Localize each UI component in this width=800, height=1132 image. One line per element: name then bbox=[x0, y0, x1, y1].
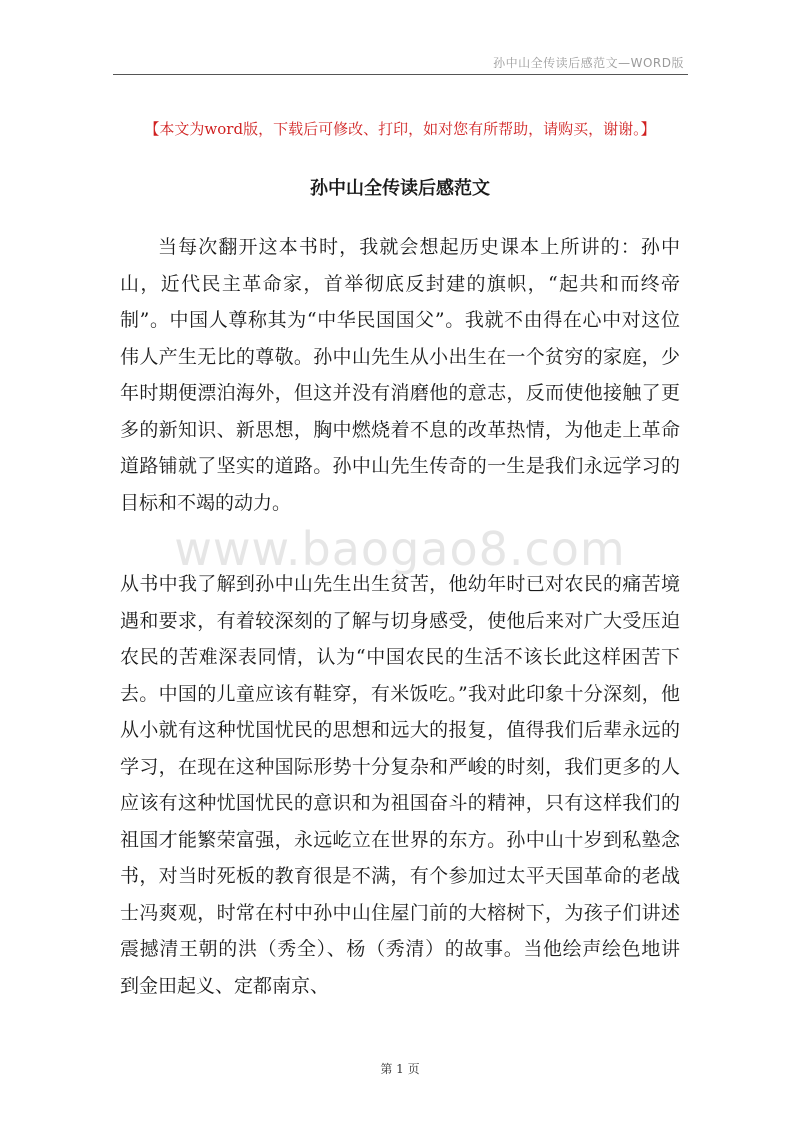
document-title: 孙中山全传读后感范文 bbox=[310, 178, 490, 199]
paragraph-2: 从书中我了解到孙中山先生出生贫苦，他幼年时已对农民的痛苦境遇和要求，有着较深刻的了解与切身感受，使他后来对广大受压迫农民的苦难深表同情，认为“中国农民的生活不该长此这样困苦下去。中国的儿童应该有鞋穿，有米饭吃。”我对此印象十分深刻，他从小就有这种忧国忧民的思想和远大的报复，值得我们后辈永远的学习，在现在这种国际形势十分复杂和严峻的时刻，我们更多的人应该有这种忧国忧民的意识和为祖国奋斗的精神，只有这样我们的祖国才能繁荣富强，永远屹立在世界的东方。孙中山十岁到私塾念书，对当时死板的教育很是不满，有个参加过太平天国革命的老战士冯爽观，时常在村中孙中山住屋门前的大榕树下，为孩子们讲述震撼清王朝的洪（秀全）、杨（秀清）的故事。当他绘声绘色地讲到金田起义、定都南京、 bbox=[120, 573, 680, 997]
header-divider bbox=[113, 74, 688, 75]
watermark: www.baogao8.com bbox=[174, 522, 626, 576]
paragraph-1: 当每次翻开这本书时，我就会想起历史课本上所讲的：孙中山，近代民主革命家，首举彻底反封建的旗帜，“起共和而终帝制”。中国人尊称其为“中华民国国父”。我就不由得在心中对这位伟人产生无比的尊敬。孙中山先生从小出生在一个贫穷的家庭，少年时期便漂泊海外，但这并没有消磨他的意志，反而使他接触了更多的新知识、新思想，胸中燃烧着不息的改革热情，为他走上革命道路铺就了坚实的道路。孙中山先生传奇的一生是我们永远学习的目标和不竭的动力。 bbox=[120, 236, 680, 514]
page-number: 第 1 页 bbox=[380, 1062, 420, 1076]
running-header: 孙中山全传读后感范文—WORD版 bbox=[493, 56, 684, 70]
download-notice: 【本文为word版，下载后可修改、打印，如对您有所帮助，请购买，谢谢。】 bbox=[144, 120, 656, 138]
